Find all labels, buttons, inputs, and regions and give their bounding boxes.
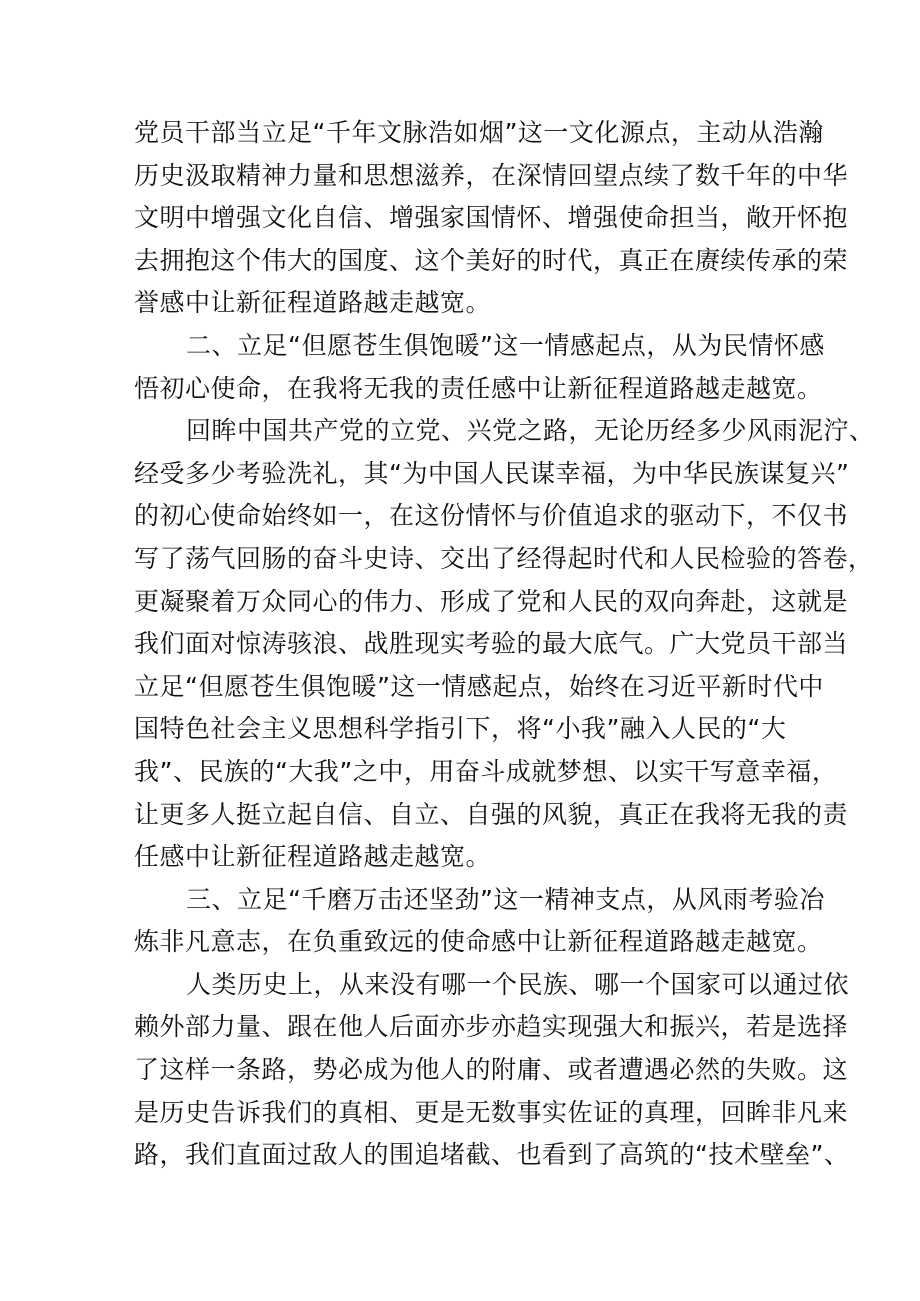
text-line: 赖外部力量、跟在他人后面亦步亦趋实现强大和振兴，若是选择 (134, 1012, 849, 1042)
section-heading-3 (134, 879, 825, 964)
text-line: 更凝聚着万众同心的伟力、形成了党和人民的双向奔赴，这就是 (134, 586, 849, 616)
text-line: 去拥抱这个伟大的国度、这个美好的时代，真正在赓续传承的荣 (134, 245, 849, 275)
section-heading-2 (134, 325, 825, 410)
text-line: 是历史告诉我们的真相、更是无数事实佐证的真理，回眸非凡来 (134, 1097, 849, 1127)
text-line: 炼非凡意志，在负重致远的使命感中让新征程道路越走越宽。 (134, 927, 823, 957)
paragraph-continuation (134, 112, 849, 325)
text-line: 让更多人挺立起自信、自立、自强的风貌，真正在我将无我的责 (134, 799, 849, 829)
text-line: 路，我们直面过敌人的围追堵截、也看到了高筑的“技术壁垒”、 (134, 1140, 850, 1170)
text-line: 了这样一条路，势必成为他人的附庸、或者遭遇必然的失败。这 (134, 1055, 849, 1085)
text-line: 悟初心使命，在我将无我的责任感中让新征程道路越走越宽。 (134, 373, 823, 403)
text-line: 的初心使命始终如一，在这份情怀与价值追求的驱动下，不仅书 (134, 501, 849, 531)
text-line: 回眸中国共产党的立党、兴党之路，无论历经多少风雨泥泞、 (186, 416, 875, 446)
text-line: 誉感中让新征程道路越走越宽。 (134, 288, 492, 318)
text-line: 国特色社会主义思想科学指引下，将“小我”融入人民的“大 (134, 714, 787, 744)
text-line: 党员干部当立足“千年文脉浩如烟”这一文化源点，主动从浩瀚 (134, 118, 824, 147)
text-line: 文明中增强文化自信、增强家国情怀、增强使命担当，敞开怀抱 (134, 203, 849, 233)
text-line: 三、立足“千磨万击还坚劲”这一精神支点，从风雨考验冶 (186, 884, 825, 914)
document-body (134, 112, 875, 1177)
text-line: 写了荡气回肠的奋斗史诗、交出了经得起时代和人民检验的答卷， (134, 543, 874, 573)
text-line: 历史汲取精神力量和思想滋养，在深情回望点续了数千年的中华 (134, 160, 849, 190)
text-line: 我们面对惊涛骇浪、战胜现实考验的最大底气。广大党员干部当 (134, 629, 849, 659)
text-line: 立足“但愿苍生俱饱暖”这一情感起点，始终在习近平新时代中 (134, 671, 824, 701)
paragraph-body-3 (134, 964, 850, 1177)
text-line: 人类历史上，从来没有哪一个民族、哪一个国家可以通过依 (186, 969, 850, 999)
text-line: 经受多少考验洗礼，其“为中国人民谋幸福，为中华民族谋复兴” (134, 458, 850, 488)
text-line: 任感中让新征程道路越走越宽。 (134, 842, 492, 872)
text-line: 二、立足“但愿苍生俱饱暖”这一情感起点，从为民情怀感 (186, 330, 825, 360)
paragraph-body-2 (134, 410, 875, 879)
text-line: 我”、民族的“大我”之中，用奋斗成就梦想、以实干写意幸福， (134, 756, 838, 786)
